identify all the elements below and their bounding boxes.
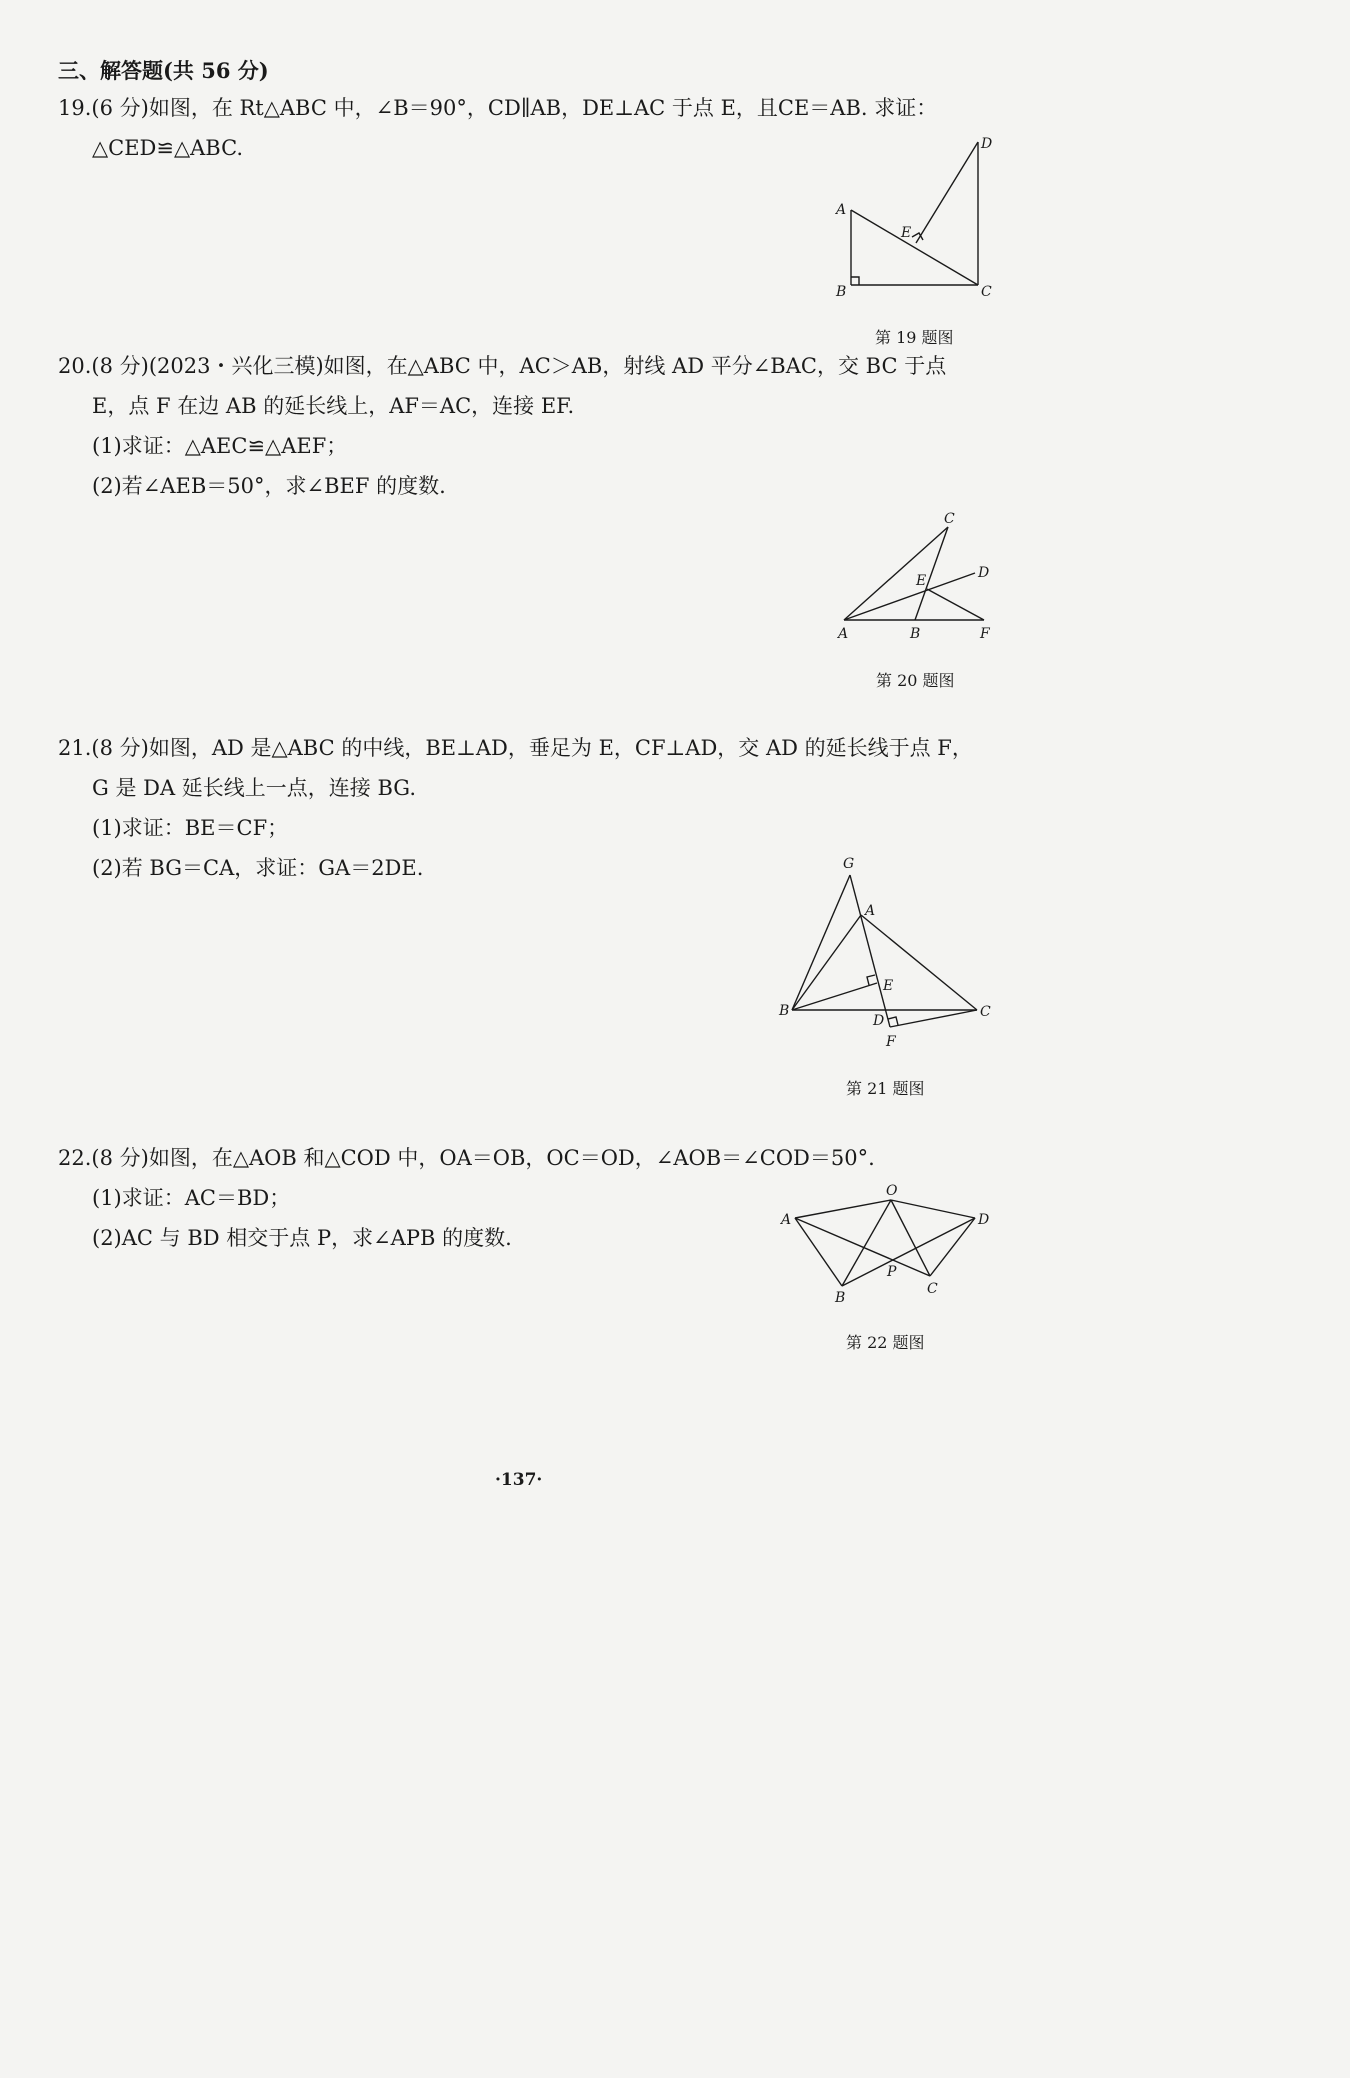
q22-label-o: O (886, 1183, 898, 1199)
q21-label-e: E (883, 978, 894, 994)
q20-caption: 第 20 题图 (876, 671, 955, 690)
q21-segment-cf (890, 1010, 977, 1027)
q21-figure (775, 850, 1005, 1060)
q20-label-e: E (916, 573, 927, 589)
q20-label-d: D (978, 565, 990, 581)
q20-figure (830, 505, 1010, 655)
q21-label-f: F (886, 1034, 896, 1050)
q21-label-g: G (843, 856, 855, 872)
q19-label-d: D (981, 136, 993, 152)
q21-label-a: A (865, 903, 876, 919)
q22-label-a: A (781, 1212, 792, 1228)
q21-label-c: C (980, 1004, 991, 1020)
q20-label-f: F (980, 626, 990, 642)
q19-line2: △CED≌△ABC. (92, 136, 244, 160)
q21-line-gf (850, 875, 890, 1027)
q20-label-a: A (838, 626, 849, 642)
q20-segment-ef (927, 589, 984, 620)
q21-label-d: D (873, 1013, 885, 1029)
q19-caption: 第 19 题图 (875, 328, 954, 347)
q22-segment-cd (930, 1218, 975, 1276)
section-title: 三、解答题(共 56 分) (58, 58, 269, 83)
q20-line1: 20.(8 分)(2023・兴化三模)如图，在△ABC 中，AC＞AB，射线 AD 平分∠BAC，交 BC 于点 (58, 354, 947, 378)
q22-line1: 22.(8 分)如图，在△AOB 和△COD 中，OA＝OB，OC＝OD，∠AOB＝∠COD＝50°. (58, 1146, 875, 1170)
q19-label-c: C (981, 284, 992, 300)
q19-figure (828, 130, 1008, 310)
q20-part1: (1)求证：△AEC≌△AEF； (92, 434, 348, 458)
q22-part2: (2)AC 与 BD 相交于点 P，求∠APB 的度数. (92, 1226, 512, 1250)
q20-segment-ac (844, 527, 948, 620)
q19-label-e: E (901, 225, 912, 241)
q19-right-angle-b (851, 277, 859, 285)
q20-label-c: C (944, 511, 955, 527)
q21-segment-be (792, 983, 877, 1010)
q20-ray-ad (844, 573, 975, 620)
q21-part1: (1)求证：BE＝CF； (92, 816, 289, 840)
q22-segment-ao (795, 1200, 891, 1218)
q20-part2: (2)若∠AEB＝50°，求∠BEF 的度数. (92, 474, 446, 498)
q19-label-b: B (836, 284, 847, 300)
q22-caption: 第 22 题图 (846, 1333, 925, 1352)
q21-segment-ac (861, 915, 977, 1010)
q22-part1: (1)求证：AC＝BD； (92, 1186, 291, 1210)
q21-label-b: B (779, 1003, 790, 1019)
q22-label-d: D (978, 1212, 990, 1228)
q20-line2: E，点 F 在边 AB 的延长线上，AF＝AC，连接 EF. (92, 394, 575, 418)
page-number: ·137· (495, 1470, 543, 1490)
q22-segment-od (891, 1200, 975, 1218)
q19-label-a: A (836, 202, 847, 218)
q21-line2: G 是 DA 延长线上一点，连接 BG. (92, 776, 417, 800)
q19-line1: 19.(6 分)如图，在 Rt△ABC 中，∠B＝90°，CD∥AB，DE⊥AC 于点 E，且CE＝AB. 求证： (58, 96, 938, 120)
q22-label-p: P (887, 1264, 897, 1280)
q21-part2: (2)若 BG＝CA，求证：GA＝2DE. (92, 856, 424, 880)
q21-line1: 21.(8 分)如图，AD 是△ABC 的中线，BE⊥AD，垂足为 E，CF⊥AD，交 AD 的延长线于点 F， (58, 736, 973, 760)
q19-segment-ac (851, 210, 978, 285)
q20-label-b: B (910, 626, 921, 642)
q22-label-b: B (835, 1290, 846, 1306)
q22-figure (775, 1180, 1005, 1310)
q22-segment-oc (891, 1200, 930, 1276)
q19-segment-de (916, 142, 978, 243)
q22-label-c: C (927, 1281, 938, 1297)
q21-caption: 第 21 题图 (846, 1079, 925, 1098)
